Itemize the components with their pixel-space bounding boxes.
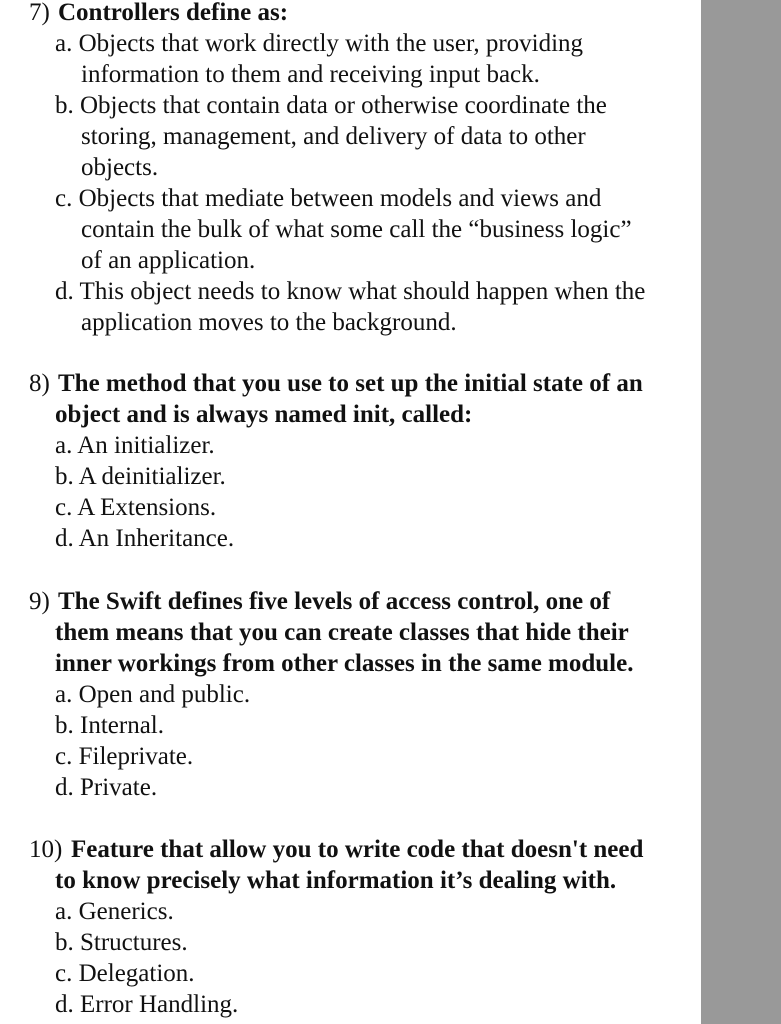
option-c: c. Delegation.	[55, 960, 195, 987]
option-a: a. Generics.	[55, 898, 174, 925]
question-number: 8)	[29, 370, 50, 397]
question-stem-continued: them means that you can create classes that hide their	[55, 619, 629, 646]
option-d-continued: application moves to the background.	[81, 309, 457, 336]
option-d: d. An Inheritance.	[55, 525, 235, 552]
question-stem-continued: to know precisely what information it’s dealing with.	[55, 867, 617, 894]
option-b-continued: storing, management, and delivery of data to other	[81, 123, 586, 150]
question-stem-continued: object and is always named init, called:	[55, 401, 473, 428]
option-b: b. Internal.	[55, 712, 164, 739]
option-b-continued: objects.	[81, 154, 159, 181]
question-stem: The Swift defines five levels of access control, one of	[58, 588, 611, 615]
gray-side-panel	[701, 0, 781, 1024]
option-d: d. Private.	[55, 774, 158, 801]
option-c: c. Fileprivate.	[55, 743, 194, 770]
question-number: 10)	[29, 836, 63, 863]
option-b: b. A deinitializer.	[55, 463, 226, 490]
question-number: 7)	[29, 0, 50, 26]
option-b: b. Objects that contain data or otherwise coordinate the	[55, 92, 607, 119]
option-d: d. This object needs to know what should happen when the	[55, 278, 646, 305]
option-a: a. Open and public.	[55, 681, 251, 708]
option-a: a. Objects that work directly with the user, providing	[55, 30, 584, 57]
question-number: 9)	[29, 588, 50, 615]
option-c-continued: of an application.	[81, 247, 256, 274]
option-c-continued: contain the bulk of what some call the “business logic”	[81, 216, 632, 243]
option-a: a. An initializer.	[55, 432, 215, 459]
question-stem: Feature that allow you to write code that doesn't need	[71, 836, 644, 863]
option-b: b. Structures.	[55, 929, 188, 956]
option-a-continued: information to them and receiving input back.	[81, 61, 540, 88]
option-c: c. A Extensions.	[55, 494, 217, 521]
option-c: c. Objects that mediate between models and views and	[55, 185, 602, 212]
question-stem: Controllers define as:	[58, 0, 289, 26]
option-d: d. Error Handling.	[55, 991, 239, 1018]
question-stem: The method that you use to set up the initial state of an	[58, 370, 643, 397]
question-stem-continued: inner workings from other classes in the same module.	[55, 650, 634, 677]
